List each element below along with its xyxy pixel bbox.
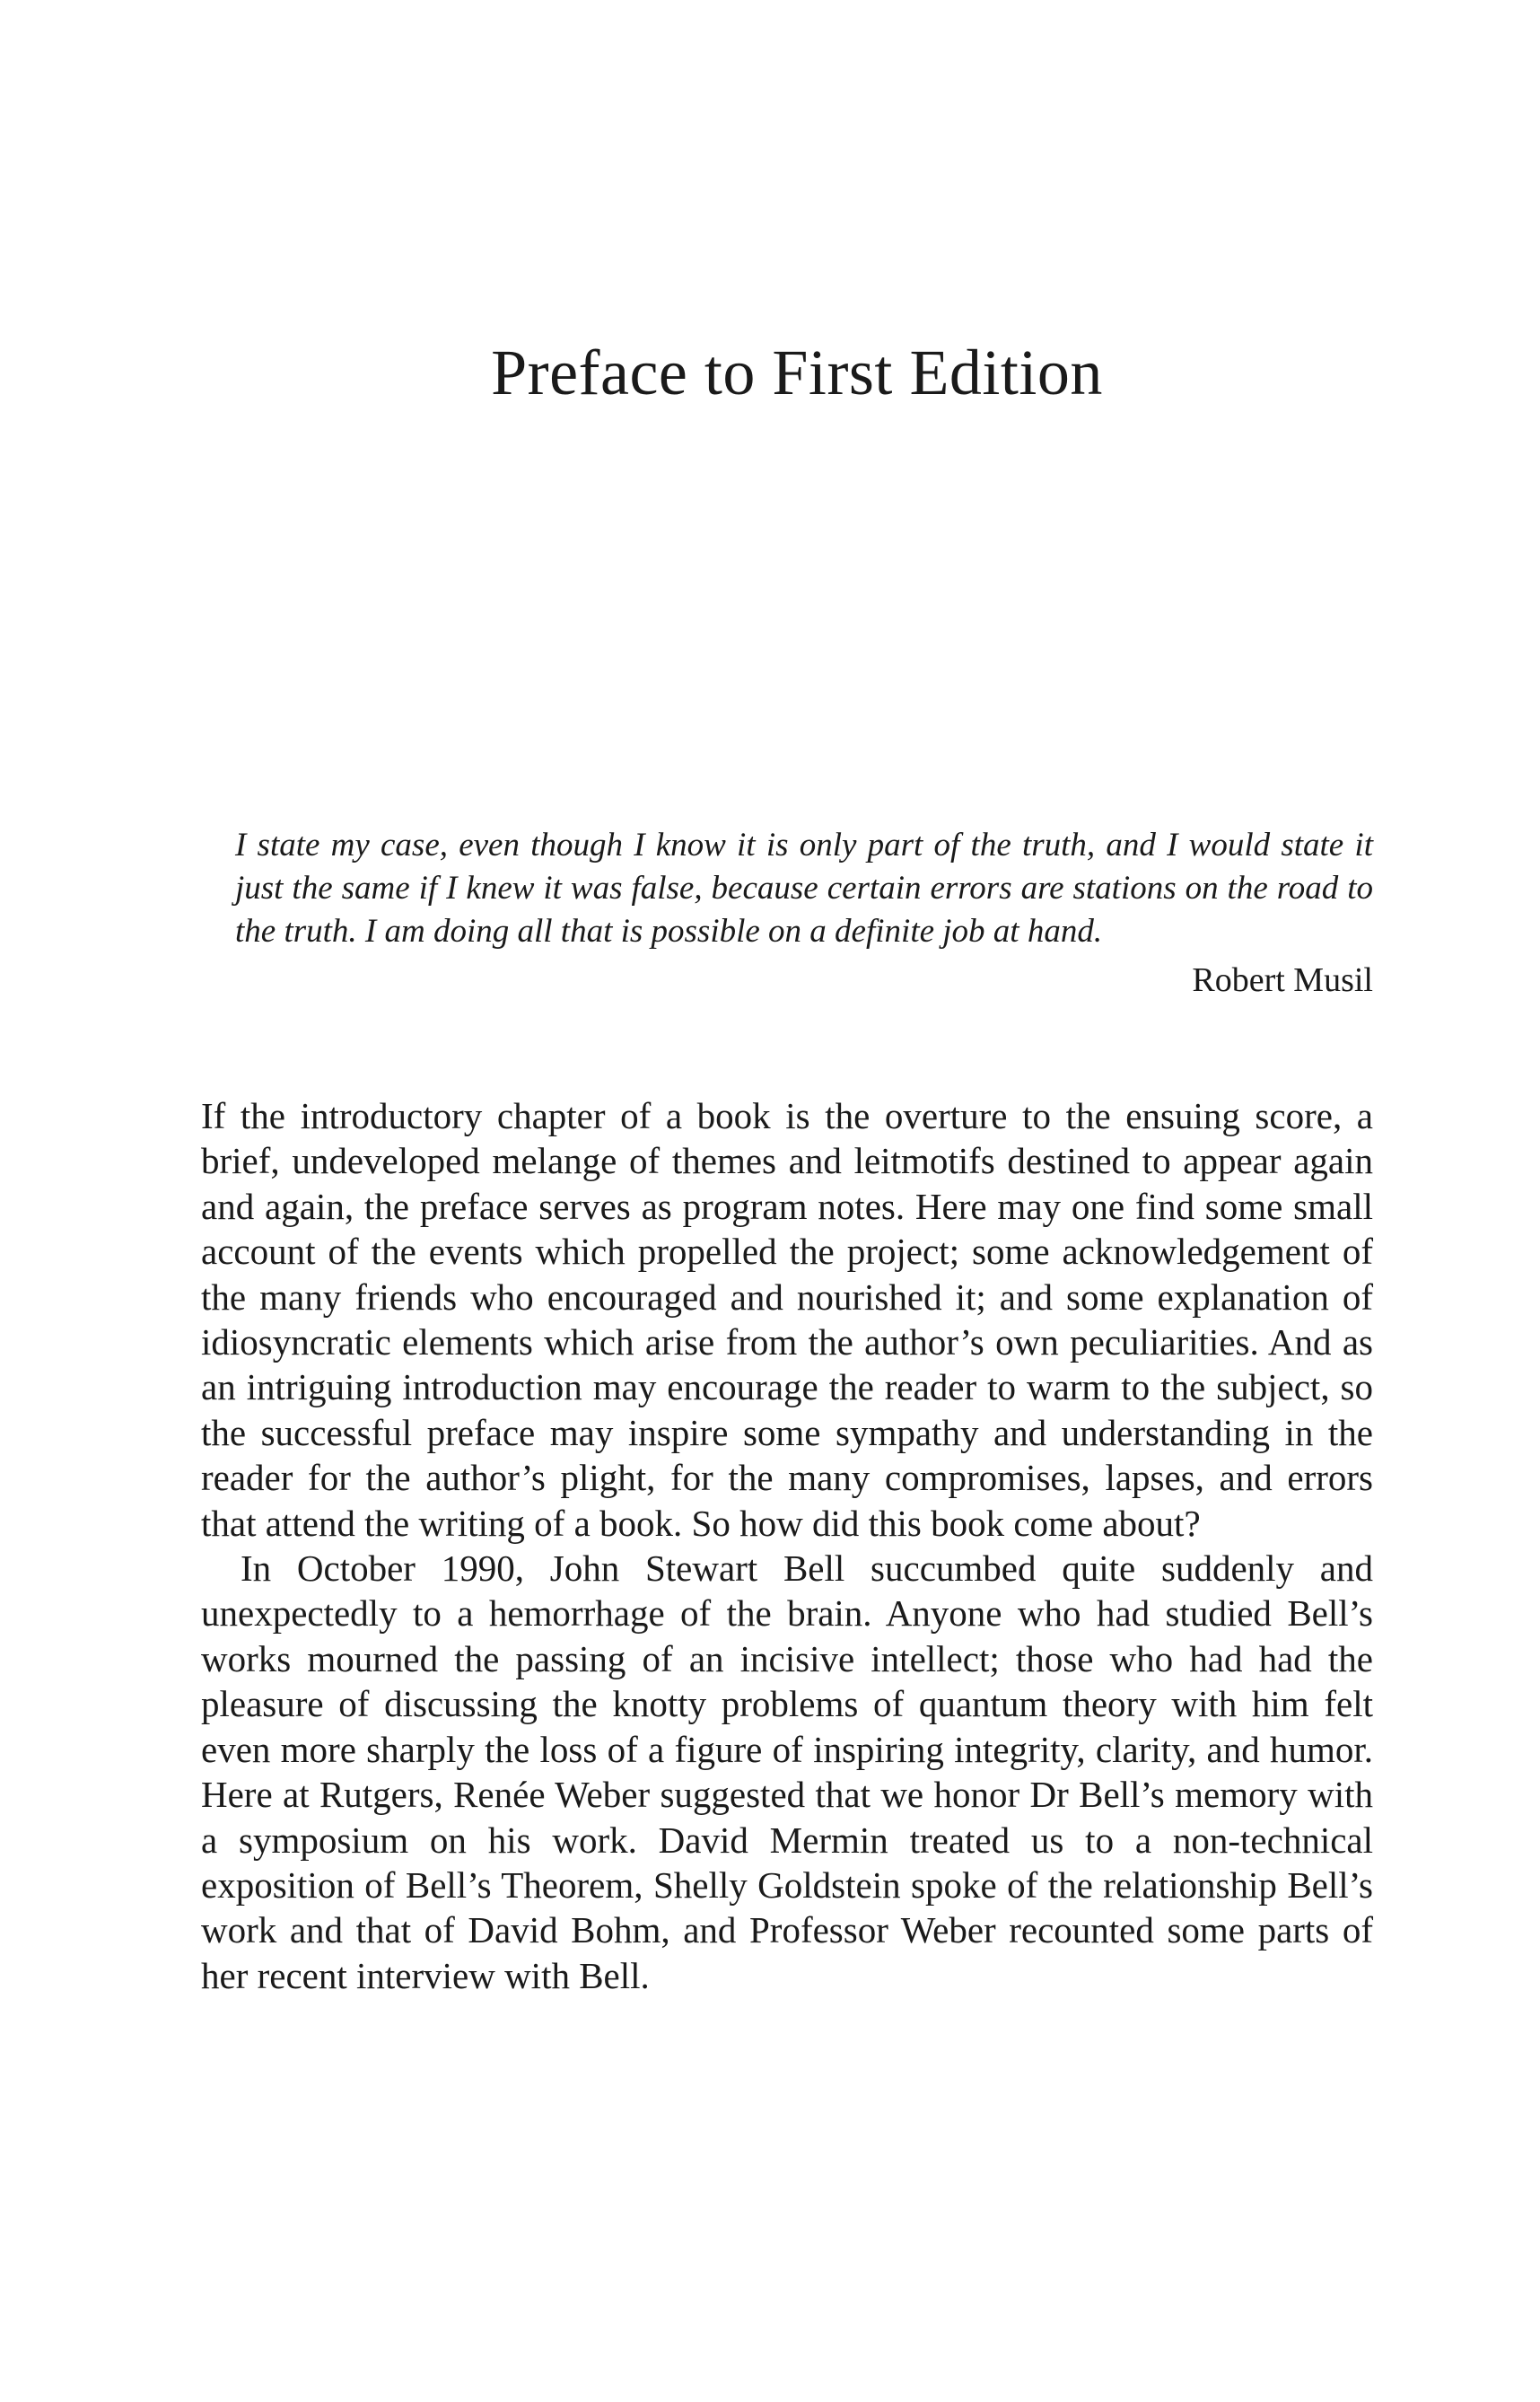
page-title: Preface to First Edition bbox=[491, 337, 1103, 408]
epigraph bbox=[235, 824, 1373, 1002]
epigraph-author: Robert Musil bbox=[1192, 961, 1373, 999]
body-text bbox=[201, 1093, 1373, 1998]
paragraph-2: In October 1990, John Stewart Bell succumbed quite suddenly and unexpectedly to a hemorrhage of the brain. Anyone who had studied Bell’s works mourned the passing of an incisive intellect; those who had had the pleasure of discussing the knotty problems of quantum theory with him felt even more sharply the loss of a figure of inspiring integrity, clarity, and humor. Here at Rutgers, Renée Weber suggested that we honor Dr Bell’s memory with a symposium on his work. David Mermin treated us to a non-technical exposition of Bell’s Theorem, Shelly Goldstein spoke of the relationship Bell’s work and that of David Bohm, and Professor Weber recounted some parts of her recent interview with Bell. bbox=[201, 1547, 1373, 1996]
epigraph-quote: I state my case, even though I know it is only part of the truth, and I would state it just the same if I knew it was false, because certain errors are stations on the road to the truth. I am doing all that is possible on a definite job at hand. bbox=[235, 827, 1373, 950]
paragraph-1: If the introductory chapter of a book is the overture to the ensuing score, a brief, undeveloped melange of themes and leitmotifs destined to appear again and again, the preface serves as program notes. Here may one find some small account of the events which propelled the project; some acknowledgement of the many friends who encouraged and nourished it; and some explanation of idiosyncratic elements which arise from the author’s own peculiarities. And as an intriguing introduction may encourage the reader to warm to the subject, so the successful preface may inspire some sympathy and understanding in the reader for the author’s plight, for the many compromises, lapses, and errors that attend the writing of a book. So how did this book come about? bbox=[201, 1095, 1373, 1544]
